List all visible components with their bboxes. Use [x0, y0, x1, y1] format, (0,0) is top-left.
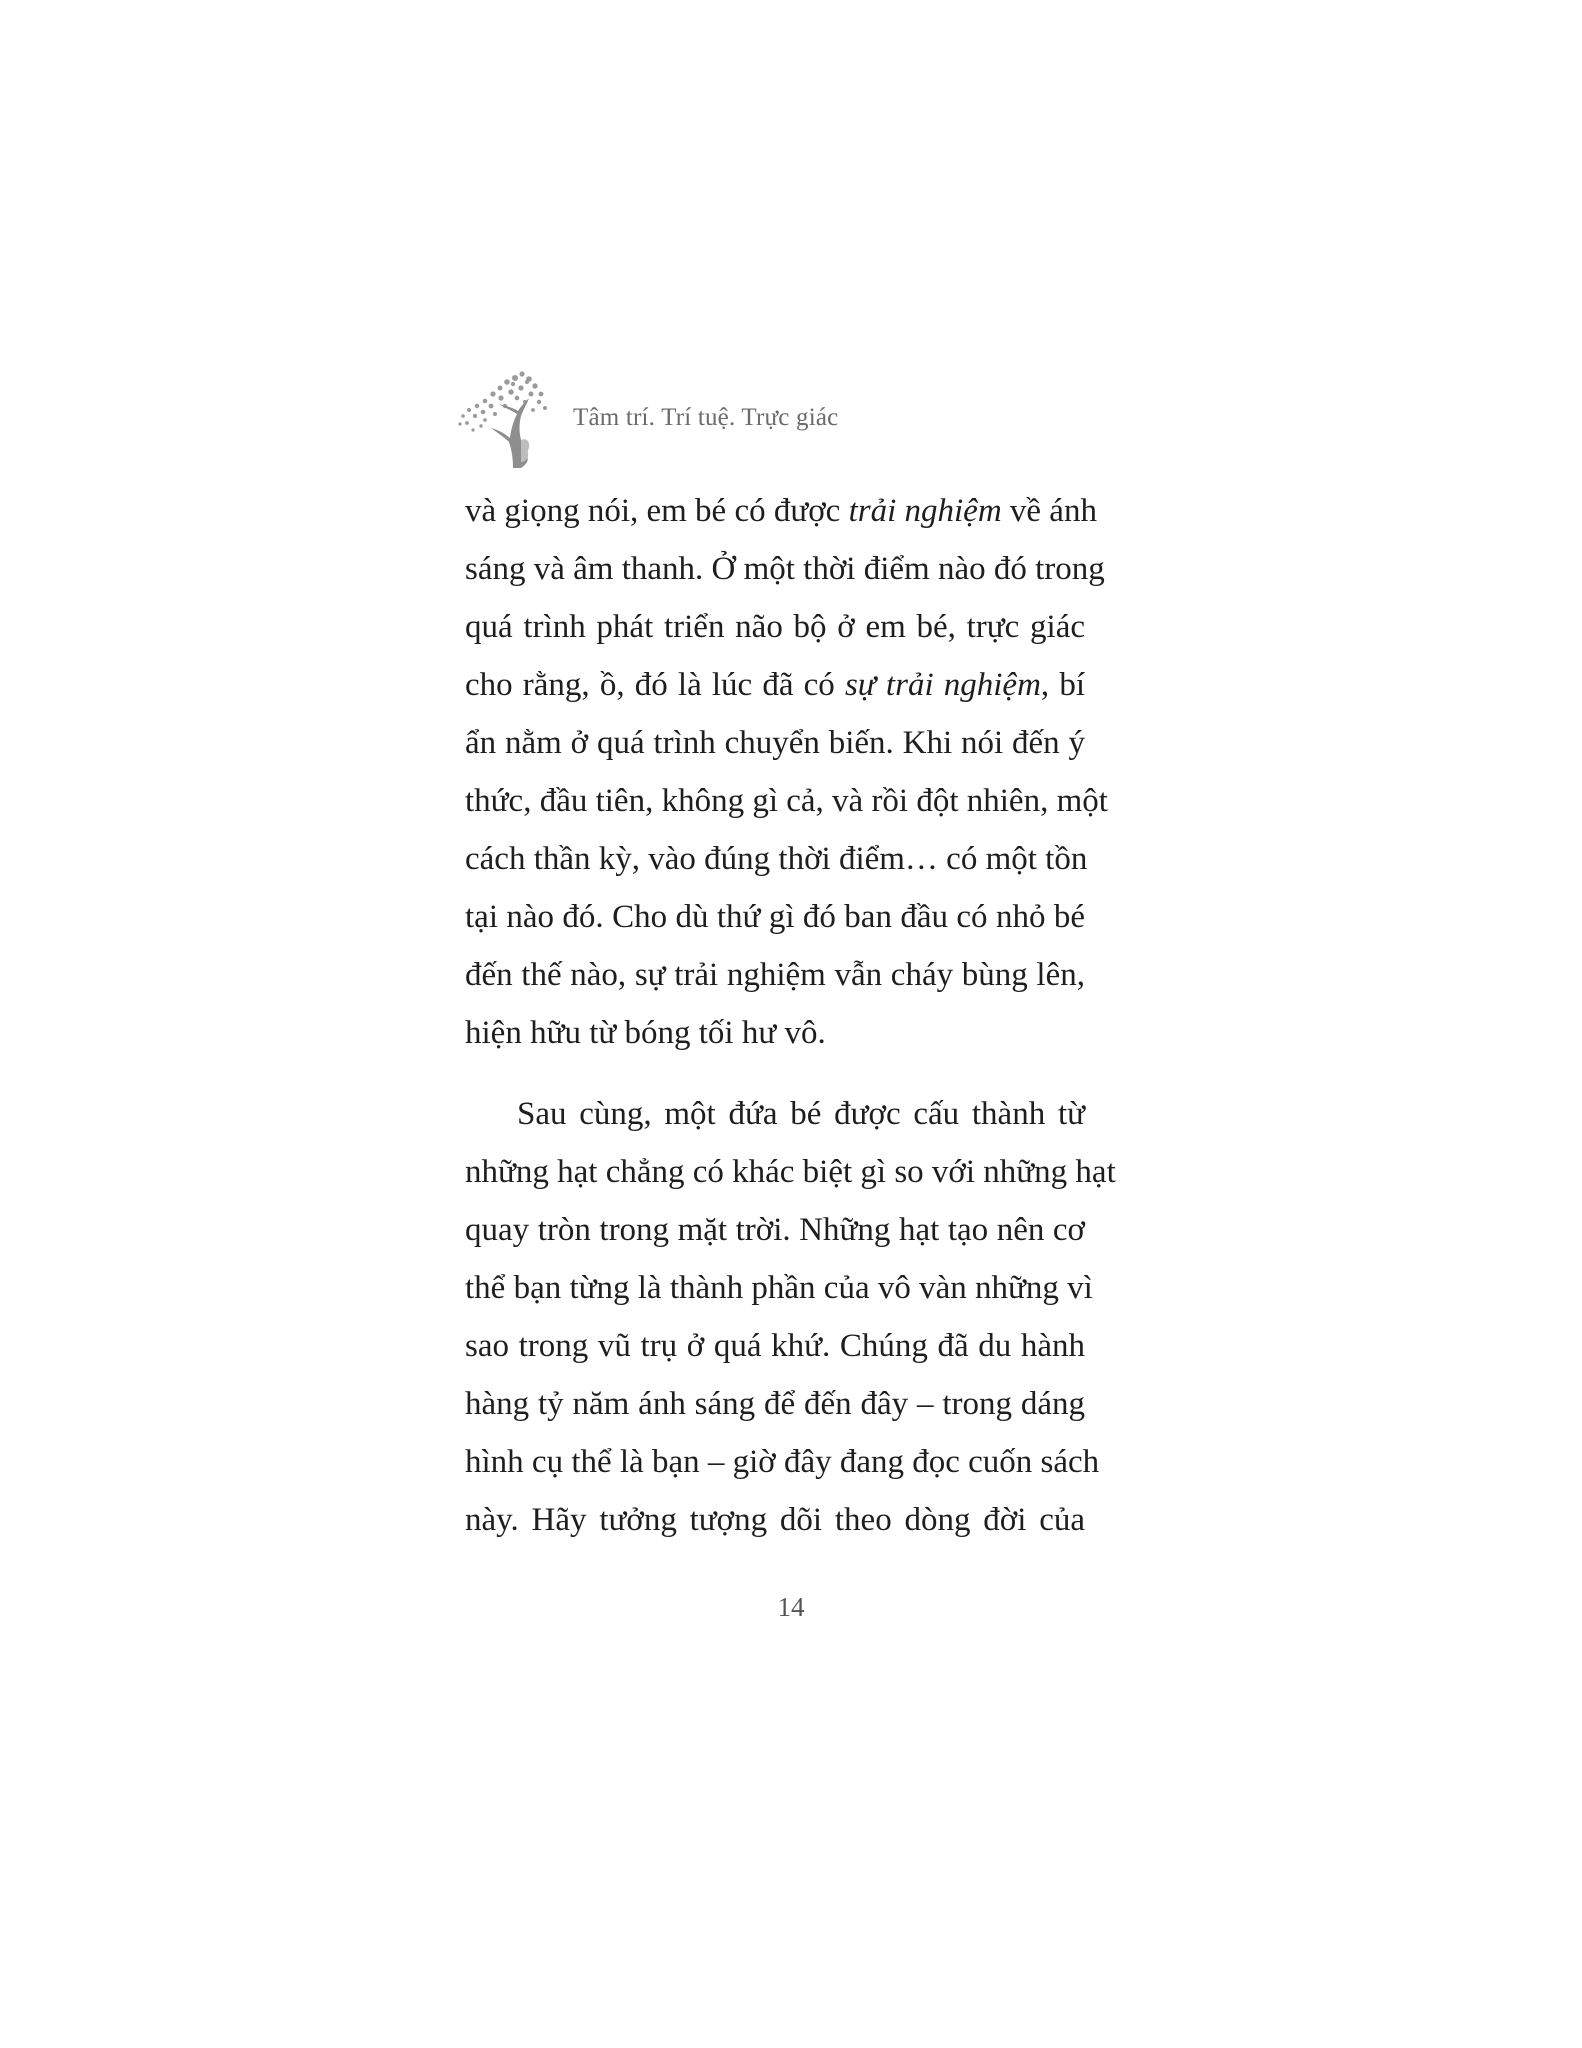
text-line — [465, 1143, 1116, 1201]
text-line — [465, 540, 1105, 598]
text-run: này. Hãy tưởng tượng dõi theo dòng đời của — [465, 1502, 1085, 1538]
paragraph — [465, 1085, 1116, 1549]
text-run: thức, đầu tiên, không gì cả, và rồi đột nhiên, một — [465, 783, 1108, 819]
text-line — [465, 1491, 1085, 1549]
text-line — [465, 888, 1085, 946]
text-line — [465, 1433, 1100, 1491]
body-text — [465, 482, 1116, 1549]
text-line — [465, 830, 1088, 888]
tree-head-logo-icon — [455, 368, 565, 468]
text-line — [465, 1201, 1085, 1259]
text-run: Sau cùng, một đứa bé được cấu thành từ — [517, 1096, 1085, 1132]
text-run: những hạt chẳng có khác biệt gì so với những hạt — [465, 1154, 1116, 1190]
text-run: hiện hữu từ bóng tối hư vô. — [465, 1015, 826, 1051]
running-head — [455, 368, 975, 468]
text-run: cách thần kỳ, vào đúng thời điểm… có một tồn — [465, 841, 1088, 877]
italic-text: sự trải nghiệm — [844, 667, 1041, 703]
text-run: sáng và âm thanh. Ở một thời điểm nào đó trong — [465, 551, 1105, 587]
text-run: hàng tỷ năm ánh sáng để đến đây – trong dáng — [465, 1386, 1085, 1422]
text-line — [465, 1085, 1085, 1143]
running-title: Tâm trí. Trí tuệ. Trực giác — [573, 404, 839, 431]
text-line — [465, 1317, 1085, 1375]
text-line — [465, 772, 1108, 830]
text-line — [465, 656, 1085, 714]
text-line — [465, 1375, 1085, 1433]
text-run: hình cụ thể là bạn – giờ đây đang đọc cuốn sách — [465, 1444, 1100, 1480]
text-run: thể bạn từng là thành phần của vô vàn những vì — [465, 1270, 1093, 1306]
text-run: về ánh — [1001, 493, 1097, 529]
italic-text: trải nghiệm — [848, 493, 1002, 529]
text-run: quay tròn trong mặt trời. Những hạt tạo nên cơ — [465, 1212, 1085, 1248]
text-run: quá trình phát triển não bộ ở em bé, trực giác — [465, 609, 1085, 645]
text-line — [465, 1004, 1085, 1062]
page-number: 14 — [777, 1592, 805, 1622]
text-line — [465, 598, 1085, 656]
text-line — [465, 946, 1085, 1004]
text-run: ẩn nằm ở quá trình chuyển biến. Khi nói đến ý — [465, 725, 1085, 761]
text-line — [465, 714, 1085, 772]
paragraph — [465, 482, 1108, 1062]
text-line — [465, 482, 1097, 540]
text-run: sao trong vũ trụ ở quá khứ. Chúng đã du hành — [465, 1328, 1085, 1364]
text-run: , bí — [1040, 667, 1085, 703]
text-run: và giọng nói, em bé có được — [465, 493, 849, 529]
text-run: tại nào đó. Cho dù thứ gì đó ban đầu có nhỏ bé — [465, 899, 1085, 935]
text-run: đến thế nào, sự trải nghiệm vẫn cháy bùng lên, — [465, 957, 1085, 993]
text-run: cho rằng, ồ, đó là lúc đã có — [465, 667, 845, 703]
text-line — [465, 1259, 1093, 1317]
